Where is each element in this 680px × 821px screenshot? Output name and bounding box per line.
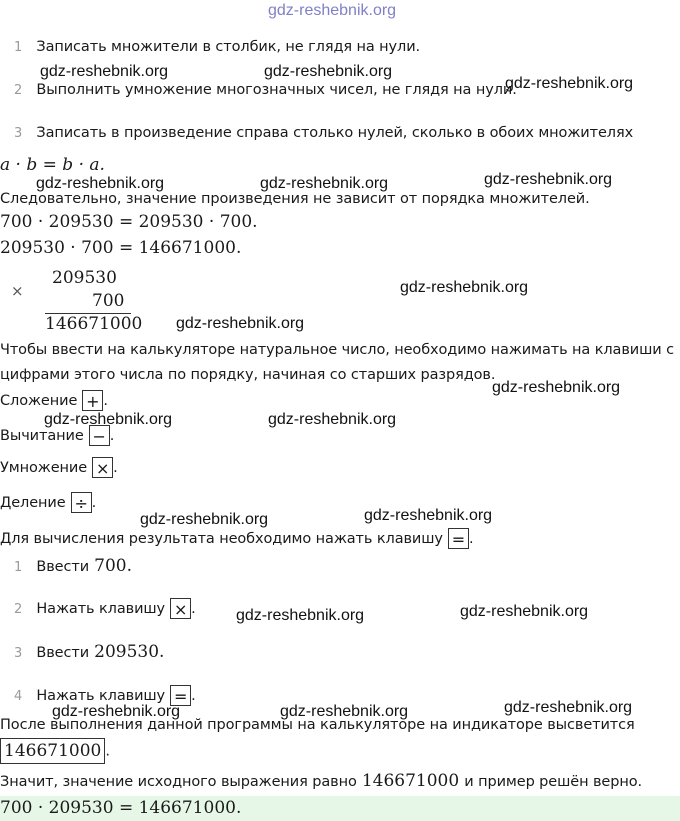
result-instruction: Для вычисления результата необходимо нажать клавишу = . xyxy=(0,530,474,549)
calc-intro-line2: цифрами этого числа по порядку, начиная со старших разрядов. xyxy=(0,367,496,383)
multiply-key: × xyxy=(92,457,113,478)
operation-multiplication: Умножение × . xyxy=(0,459,118,478)
column-top: 209530 xyxy=(52,268,117,288)
equals-key: = xyxy=(170,685,191,706)
plus-key: + xyxy=(82,390,103,411)
list-item xyxy=(14,556,132,576)
final-text-pre: Значит, значение исходного выражения равно xyxy=(0,774,357,790)
watermark: gdz-reshebnik.org xyxy=(484,171,613,188)
step-text: Нажать клавишу xyxy=(36,601,166,617)
step-text: Нажать клавишу xyxy=(36,688,166,704)
watermark: gdz-reshebnik.org xyxy=(40,63,169,80)
step-number: 2 xyxy=(14,602,23,617)
step-text: Записать в произведение справа столько нулей, сколько в обоих множителях xyxy=(36,125,634,141)
step-value: 209530. xyxy=(94,642,165,662)
final-statement xyxy=(0,771,642,791)
step-number: 2 xyxy=(14,83,23,98)
commutative-law: a · b = b · a. xyxy=(0,155,105,175)
operation-division: Деление ÷ . xyxy=(0,494,97,513)
list-item: 4 Нажать клавишу = . xyxy=(14,687,196,706)
display-value: 146671000 xyxy=(0,738,105,764)
watermark: gdz-reshebnik.org xyxy=(364,507,493,524)
step-number: 1 xyxy=(14,40,23,55)
watermark: gdz-reshebnik.org xyxy=(492,379,621,396)
multiply-sign: × xyxy=(11,282,24,300)
list-item xyxy=(14,36,420,55)
conclusion-text: Следовательно, значение произведения не зависит от порядка множителей. xyxy=(0,191,590,207)
column-result: 146671000 xyxy=(45,314,143,334)
step-number: 3 xyxy=(14,646,23,661)
step-number: 4 xyxy=(14,689,23,704)
minus-key: − xyxy=(89,425,110,446)
step-text: Ввести xyxy=(36,559,90,575)
final-value: 146671000 xyxy=(361,771,460,791)
equation-2: 209530 · 700 = 146671000. xyxy=(0,238,242,258)
watermark: gdz-reshebnik.org xyxy=(52,703,181,720)
watermark: gdz-reshebnik.org xyxy=(264,63,393,80)
step-number: 3 xyxy=(14,126,23,141)
watermark: gdz-reshebnik.org xyxy=(280,703,409,720)
list-item: 2 Нажать клавишу × . xyxy=(14,600,196,619)
final-equation: 700 · 209530 = 146671000. xyxy=(0,798,242,818)
operation-label: Вычитание xyxy=(0,428,84,444)
after-program-text: После выполнения данной программы на калькуляторе на индикаторе высветится xyxy=(0,717,635,733)
multiply-key: × xyxy=(170,598,191,619)
display-output: 146671000 . xyxy=(0,738,110,764)
divide-key: ÷ xyxy=(71,492,92,513)
watermark: gdz-reshebnik.org xyxy=(236,607,365,624)
step-text: Ввести xyxy=(36,645,90,661)
list-item xyxy=(14,642,164,662)
operation-label: Деление xyxy=(0,495,66,511)
watermark: gdz-reshebnik.org xyxy=(400,279,529,296)
result-instruction-text: Для вычисления результата необходимо нажать клавишу xyxy=(0,531,443,547)
watermark: gdz-reshebnik.org xyxy=(140,511,269,528)
list-item xyxy=(14,122,633,141)
watermark: gdz-reshebnik.org xyxy=(504,699,633,716)
watermark: gdz-reshebnik.org xyxy=(460,603,589,620)
final-text-post: и пример решён верно. xyxy=(464,774,643,790)
list-item xyxy=(14,79,517,98)
watermark: gdz-reshebnik.org xyxy=(36,175,165,192)
watermark: gdz-reshebnik.org xyxy=(505,75,634,92)
watermark: gdz-reshebnik.org xyxy=(176,315,305,332)
operation-label: Умножение xyxy=(0,460,88,476)
watermark: gdz-reshebnik.org xyxy=(268,411,397,428)
step-text: Записать множители в столбик, не глядя на нули. xyxy=(36,39,421,55)
equation-1: 700 · 209530 = 209530 · 700. xyxy=(0,212,258,232)
operation-label: Сложение xyxy=(0,393,78,409)
operation-addition: Сложение + . xyxy=(0,392,108,411)
column-bottom: 700 xyxy=(92,291,125,311)
calc-intro-line1: Чтобы ввести на калькуляторе натуральное число, необходимо нажимать на клавиши с xyxy=(0,342,674,358)
operation-subtraction: Вычитание − . xyxy=(0,427,115,446)
equals-key: = xyxy=(448,528,469,549)
watermark: gdz-reshebnik.org xyxy=(260,175,389,192)
step-text: Выполнить умножение многозначных чисел, не глядя на нули. xyxy=(36,82,517,98)
step-value: 700. xyxy=(94,556,132,576)
step-number: 1 xyxy=(14,560,23,575)
watermark-top: gdz-reshebnik.org xyxy=(268,2,397,19)
watermark: gdz-reshebnik.org xyxy=(44,411,173,428)
